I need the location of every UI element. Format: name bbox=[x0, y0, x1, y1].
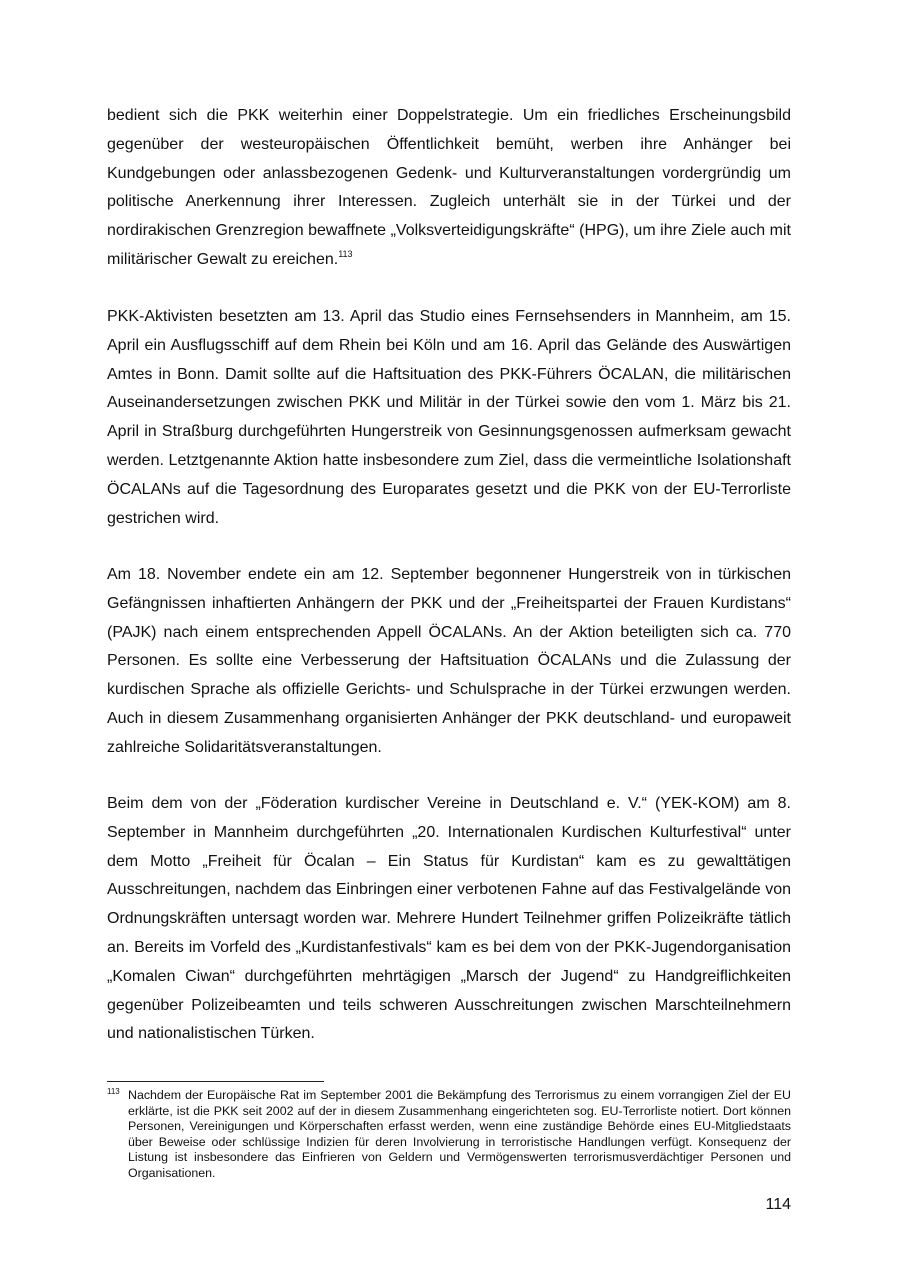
paragraph-besetzungen: PKK-Aktivisten besetzten am 13. April das Studio eines Fernsehsenders in Mannheim, am 15. April ein Ausflugsschiff auf dem Rhein bei Köln und am 16. April das Gelände des Auswärtigen Amtes in Bonn. Damit sollte auf die Haftsituation des PKK-Führers ÖCALAN, die militärischen Auseinandersetzungen zwischen PKK und Militär in der Türkei sowie den vom 1. März bis 21. April in Straßburg durchgeführten Hungerstreik von Gesinnungsgenossen aufmerksam gewacht werden. Letztgenannte Aktion hatte insbesondere zum Ziel, dass die vermeintliche Isolationshaft ÖCALANs auf die Tagesordnung des Europarates gesetzt und die PKK von der EU-Terrorliste gestrichen wird. bbox=[107, 308, 791, 527]
paragraph-doppelstrategie bbox=[107, 102, 791, 275]
footnote-number: 113 bbox=[107, 1087, 120, 1096]
paragraph-kulturfestival: Beim dem von der „Föderation kurdischer Vereine in Deutschland e. V.“ (YEK-KOM) am 8. September in Mannheim durchgeführten „20. Internationalen Kurdischen Kulturfestival“ unter dem Motto „Freiheit für Öcalan – Ein Status für Kurdistan“ kam es zu gewalttätigen Ausschreitungen, nachdem das Einbringen einer verbotenen Fahne auf das Festivalgelände von Ordnungskräften untersagt worden war. Mehrere Hundert Teilnehmer griffen Polizeikräfte tätlich an. Bereits im Vorfeld des „Kurdistanfestivals“ kam es bei dem von der PKK-Jugendorganisation „Komalen Ciwan“ durchgeführten mehrtägigen „Marsch der Jugend“ zu Handgreiflichkeiten gegenüber Polizeibeamten und teils schweren Ausschreitungen zwischen Marschteilnehmern und nationalistischen Türken. bbox=[107, 795, 791, 1043]
footnote-divider bbox=[107, 1081, 324, 1082]
footnote bbox=[107, 1088, 791, 1182]
paragraph-text: bedient sich die PKK weiterhin einer Doppelstrategie. Um ein friedliches Erscheinungsbild gegenüber der westeuropäischen Öffentlichkeit bemüht, werben ihre Anhänger bei Kundgebungen oder anlassbezogenen Gedenk- und Kulturveranstaltungen vordergründig um politische Anerkennung ihrer Interessen. Zugleich unterhält sie in der Türkei und der nordirakischen Grenzregion bewaffnete „Volksverteidigungskräfte“ (HPG), um ihre Ziele auch mit militärischer Gewalt zu ereichen. bbox=[107, 107, 791, 268]
paragraph-hungerstreik: Am 18. November endete ein am 12. September begonnener Hungerstreik von in türkischen Gefängnissen inhaftierten Anhängern der PKK und der „Freiheitspartei der Frauen Kurdistans“ (PAJK) nach einem entsprechenden Appell ÖCALANs. An der Aktion beteiligten sich ca. 770 Personen. Es sollte eine Verbesserung der Haftsituation ÖCALANs und die Zulassung der kurdischen Sprache als offizielle Gerichts- und Schulsprache in der Türkei erzwungen werden. Auch in diesem Zusammenhang organisierten Anhänger der PKK deutschland- und europaweit zahlreiche Solidaritätsveranstaltungen. bbox=[107, 566, 791, 756]
page-number: 114 bbox=[765, 1196, 791, 1213]
footnote-text: Nachdem der Europäische Rat im September 2001 die Bekämpfung des Terrorismus zu einem vorrangigen Ziel der EU erklärte, ist die PKK seit 2002 auf der in diesem Zusammenhang eingerichteten sog. EU-Terrorliste notiert. Dort können Personen, Vereinigungen und Körperschaften erfasst werden, wenn eine zuständige Behörde eines EU-Mitgliedstaats über Beweise oder schlüssige Indizien für deren Involvierung in terroristische Handlungen verfügt. Konsequenz der Listung ist insbesondere das Einfrieren von Geldern und Vermögenswerten terrorismusverdächtiger Personen und Organisationen. bbox=[128, 1088, 791, 1180]
footnote-reference[interactable]: 113 bbox=[338, 248, 353, 259]
